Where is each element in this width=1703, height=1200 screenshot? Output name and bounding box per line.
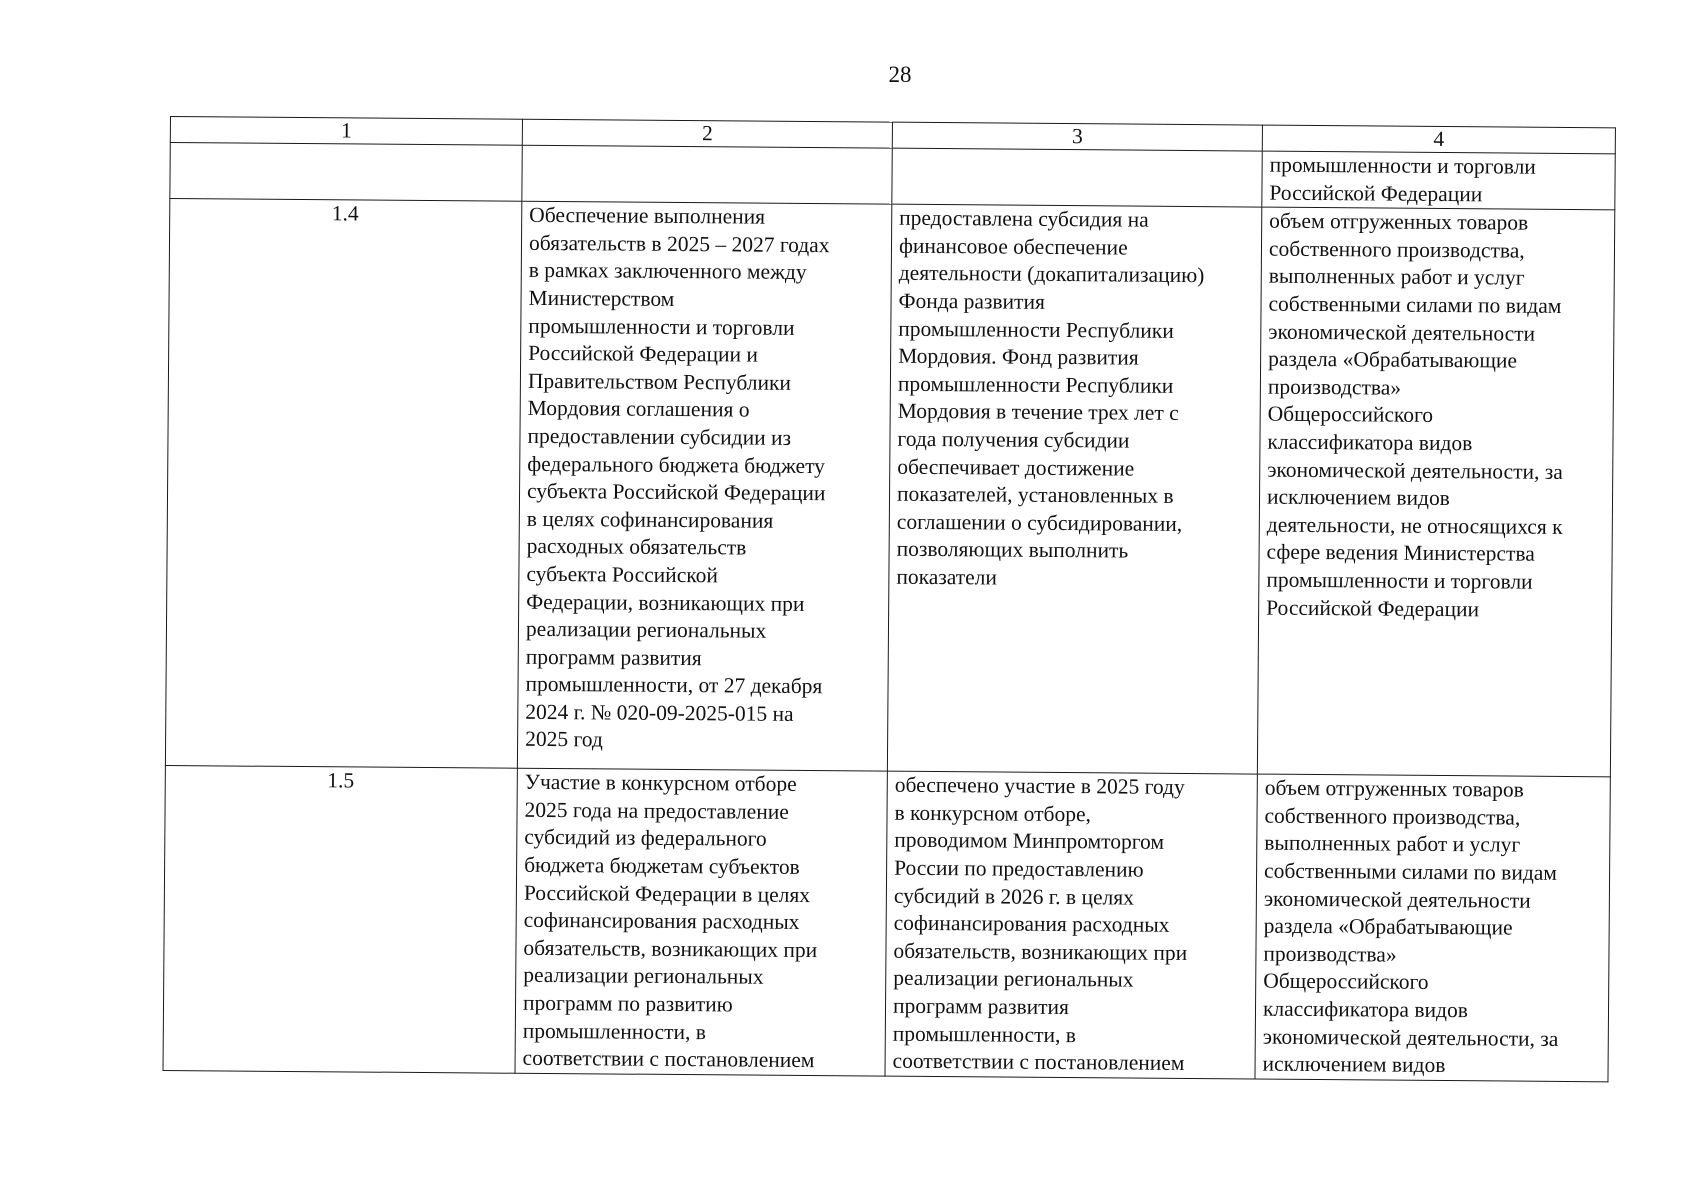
text-line: софинансирования расходных <box>893 910 1170 938</box>
text-line: программ развития <box>892 993 1070 1020</box>
text-line: производства» <box>1263 941 1397 967</box>
text-line: объем отгруженных товаров <box>1269 208 1529 235</box>
text-line: соглашении о субсидировании, <box>896 509 1183 536</box>
text-line: обязательств, возникающих при <box>523 935 818 962</box>
text-line: раздела «Обрабатывающие <box>1268 346 1518 373</box>
text-line: программ по развитию <box>522 990 733 1017</box>
text-line: софинансирования расходных <box>523 907 800 935</box>
text-line: собственного производства, <box>1268 236 1525 263</box>
text-line: промышленности, в <box>892 1021 1077 1047</box>
text-line: Мордовия соглашения о <box>527 396 750 422</box>
text-line: субъекта Российской <box>526 561 718 588</box>
measure-cell <box>515 768 887 1076</box>
cont-cell-col2 <box>522 145 892 204</box>
text-line: промышленности и торговли <box>1269 152 1536 179</box>
text-line: проводимом Минпромторгом <box>894 828 1165 855</box>
cont-cell-col1 <box>170 143 522 202</box>
indicators-table <box>162 116 1615 1083</box>
indicator-cell <box>1255 774 1610 1082</box>
text-line: экономической деятельности, за <box>1267 457 1563 484</box>
text-line: в рамках заключенного между <box>528 258 807 285</box>
text-line: промышленности и торговли <box>1266 567 1533 594</box>
text-line: предоставлении субсидии из <box>527 423 792 450</box>
text-line: сфере ведения Министерства <box>1266 539 1535 567</box>
text-line: показателей, установленных в <box>896 481 1174 509</box>
cont-cell-col4 <box>1262 151 1615 210</box>
text-line: реализации региональных <box>523 963 764 990</box>
text-line: обеспечивает достижение <box>897 454 1135 481</box>
text-line: обязательств в 2025 – 2027 годах <box>528 230 830 257</box>
indicator-cell <box>1257 207 1614 777</box>
row-number-cell: 1.4 <box>165 199 521 769</box>
text-line: субсидий в 2026 г. в целях <box>893 883 1135 910</box>
text-line: России по предоставлению <box>894 855 1144 882</box>
text-line: исключением видов <box>1262 1051 1446 1078</box>
text-line: объем отгруженных товаров <box>1264 775 1524 802</box>
table-row <box>163 766 1610 1082</box>
text-line: Мордовия. Фонд развития <box>898 343 1139 370</box>
result-cell <box>885 771 1257 1079</box>
text-line: Правительством Республики <box>527 368 792 395</box>
text-line: 2024 г. № 020-09-2025-015 на <box>525 699 794 726</box>
text-line: субъекта Российской Федерации <box>526 478 826 506</box>
text-line: субсидий из федерального <box>524 825 767 852</box>
text-line: Российской Федерации <box>1269 180 1483 206</box>
row-number-cell: 1.5 <box>163 766 517 1074</box>
text-line: федерального бюджета бюджету <box>527 451 826 478</box>
text-line: обязательств, возникающих при <box>893 938 1188 965</box>
text-line: промышленности Республики <box>897 371 1174 398</box>
text-line: Обеспечение выполнения <box>529 203 766 229</box>
text-line: позволяющих выполнить <box>896 537 1129 563</box>
text-line: года получения субсидии <box>897 426 1130 453</box>
cont-cell-col3 <box>892 148 1262 207</box>
text-line: 2025 год <box>525 727 603 752</box>
table-row <box>165 199 1614 777</box>
text-line: реализации региональных <box>525 616 767 643</box>
text-line: собственными силами по видам <box>1268 291 1562 318</box>
text-line: показатели <box>896 564 998 590</box>
header-cell-col1: 1 <box>170 117 522 146</box>
text-line: Российской Федерации в целях <box>523 880 811 907</box>
text-line: собственного производства, <box>1264 803 1521 830</box>
text-line: Общероссийского <box>1263 968 1429 995</box>
text-line: исключением видов <box>1266 484 1450 511</box>
text-line: выполненных работ и услуг <box>1268 264 1525 291</box>
text-line: выполненных работ и услуг <box>1264 830 1521 858</box>
text-line: собственными силами по видам <box>1264 858 1558 885</box>
text-line: производства» <box>1267 374 1402 400</box>
text-line: обеспечено участие в 2025 году <box>894 772 1185 800</box>
text-line: в конкурсном отборе, <box>894 800 1092 827</box>
header-cell-col4: 4 <box>1262 125 1615 154</box>
text-line: 2025 года на предоставление <box>524 797 789 824</box>
text-line: Российской Федерации и <box>528 340 758 367</box>
text-line: соответствии с постановлением <box>892 1048 1185 1076</box>
result-cell <box>887 204 1261 774</box>
text-line: реализации региональных <box>893 966 1134 992</box>
text-line: экономической деятельности, за <box>1262 1024 1559 1051</box>
text-line: Мордовия в течение трех лет с <box>897 399 1179 426</box>
text-line: раздела «Обрабатывающие <box>1263 913 1513 940</box>
text-line: Общероссийского <box>1267 401 1434 428</box>
header-cell-col2: 2 <box>522 119 892 148</box>
text-line: промышленности и торговли <box>528 313 795 340</box>
text-line: бюджета бюджетам субъектов <box>524 852 800 879</box>
text-line: Участие в конкурсном отборе <box>524 769 797 797</box>
text-line: промышленности, от 27 декабря <box>525 672 823 699</box>
text-line: предоставлена субсидия на <box>899 205 1149 232</box>
text-line: промышленности, в <box>522 1018 707 1044</box>
text-line: деятельности, не относящихся к <box>1266 512 1563 539</box>
text-line: промышленности Республики <box>898 316 1174 343</box>
text-line: экономической деятельности <box>1263 886 1531 913</box>
header-cell-col3: 3 <box>892 122 1262 151</box>
text-line: Министерством <box>528 285 675 311</box>
text-line: классификатора видов <box>1262 996 1469 1023</box>
text-line: финансовое обеспечение <box>898 233 1128 260</box>
text-line: в целях софинансирования <box>526 506 774 533</box>
text-line: соответствии с постановлением <box>522 1045 815 1073</box>
text-line: Российской Федерации <box>1266 595 1480 621</box>
page-number: 28 <box>888 62 912 87</box>
text-line: программ развития <box>525 644 702 670</box>
document-sheet <box>162 116 1614 1083</box>
text-line: классификатора видов <box>1267 429 1473 456</box>
measure-cell <box>517 201 891 771</box>
text-line: Фонда развития <box>898 288 1046 314</box>
text-line: экономической деятельности <box>1268 319 1536 346</box>
text-line: деятельности (докапитализацию) <box>898 261 1205 288</box>
text-line: Федерации, возникающих при <box>526 589 805 616</box>
text-line: расходных обязательств <box>526 534 747 560</box>
